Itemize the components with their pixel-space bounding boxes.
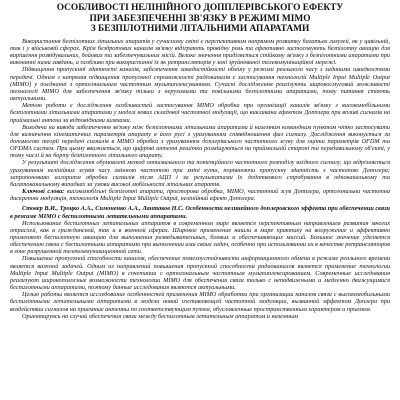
paper-title <box>10 3 390 35</box>
title-line-1: ОСОБЛИВОСТІ НЕЛІНІЙНОГО ДОППЛЕРІВСЬКОГО ЕФЕКТУ <box>56 3 344 13</box>
title-line-2: ПРИ ЗАБЕЗПЕЧЕННІ ЗВ'ЯЗКУ В РЕЖИМІ MIMO <box>89 13 311 24</box>
abstract-ua-paragraph: Метою роботи є дослідження особливостей застосування MIMO обробки при організації каналів зв'язку з високомобільними безпілотними літальними апаратами у моделі нових складової частотної модуляції, що викликана ефектом Допплера при впливі сигналів на приймальні антени за відповідними шляхами. <box>10 102 390 124</box>
abstract-ua-paragraph: У результаті дослідження обумовлені метод оптимального та потенційного частотного розподілу вхідного сигналу, що відрізняється урахуванням нелінійних зсувів часу змінною частотою при зміні кута, порівнюючи пропускну здатність з частотою Допплера; запропоновано алгоритм обробки сигналів після АЦП і за результатами їх додаткового стробування в одноканальному та багатоканальному випадках за умови високої мобільності літальних апаратів. <box>10 159 390 188</box>
keywords-text: високомобільні безпілотні апарати, просторова обробка, MIMO, частотний зсув Допплера, ортогональна частотна дискретна модуляція, технологія Multiple Input Multiple Output, нелінійний ефект Допплера. <box>10 188 390 203</box>
reference-entry <box>10 205 390 219</box>
reference-title: Особенности нелинейного доплеровского эффекта при обеспечении связи в режиме MIMO с беспилотными летательными аппаратами. <box>10 205 390 220</box>
abstract-ru-paragraph: Использование беспилотных летательных аппаратов в современном мире является перспективным направлением развития многих отраслей, как в гражданской, так и в военной сферах. Широкое применение нашли в мире практику на вооружение и эффективно применяют беспилотную авиацию для выполнения разведывательных, боевых и обеспечивающих миссий. Большое значение уделяется обеспечению связи с беспилотными аппаратами при выполнении ими своих задач, особенно при использовании их в качестве ретрансляторов в зоне разрушенной телекоммуникационной сети. <box>10 219 390 256</box>
abstract-ru-paragraph: Целью работы является исследование особенностей применения MIMO обработки при организации каналов связи с высокомобильными беспилотными летательными аппаратами в модели новой составляющей частотной модуляции, вызванной эффектом Доплера при воздействии сигналов на приемные антенны по соответствующим путям, обусловленные пространственным характером и приемом. <box>10 291 390 313</box>
abstract-ru-paragraph: Ориентируясь на случай обеспечения связи между беспилотным летательным аппаратом и наземным <box>22 312 299 320</box>
abstract-ua-paragraph: Використання безпілотних літальних апаратів у сучасному світі є перспективним напрямом розвитку багатьох галузей, як у цивільній, так і у військовій сферах. Крім бездротових каналів зв'язку відіграють провідну роль та ефективно застосовують безпілотну авіацію для вирішення розвідувальних, бойових та забезпечувальних місій. Велике значення приділяється стійкому зв'язку з безпілотними апаратами при виконанні ними завдань, а особливо при використанні їх як ретрансляторів у зоні зруйнованої телекомунікаційної мережі. <box>10 37 390 67</box>
abstract-ru-paragraph: Повышение пропускной способности каналов, обеспечение помехоустойчивости информационного обмена в режиме реального времени является важной задачей. Одним из направлений повышения пропускной способности радиоканалов является применение технологии Multiple Input Multiple Output (MIMO) в сочетании с ортогональным частотным мультиплексированием. Современные исследования реализуют широкополосные возможности технологии MIMO для обеспечения связи только с неподвижными и медленно движущимися беспилотными аппаратами, поэтому данные исследования являются актуальными. <box>10 255 390 292</box>
abstract-ua-paragraph: Підвищення пропускної здатності каналів, забезпечення завадостійкості обміну у режимі реального часу з заданими швидкостями передачі. Одним з напрямів підвищення пропускної спроможності радіоканалів є застосування технологій Multiple Input Multiple Output (MIMO) у поєднанні з ортогональним частотним мультиплексуванням. Сучасні дослідження реалізують широкосмуговий можливості технології MIMO для забезпечення зв'язку тільки з нерухомими та повільними безпілотними апаратами, тому питання стають актуальними. <box>10 66 390 103</box>
abstract-ua-paragraph: Виходячи на виводи забезпечення зв'язку між безпілотними літальними апаратами й наземним командним пунктом чітко застосувати для визначення кінематичних параметрів апарату в його русі з урахуванням співвідношення фаз сигналу. Дослідження виконується за допомогою теорії передачі сигналів в MIMO обробки з урахуванням доплерівського частотного зсуву для оцінки параметрів OFDM та OFDMA систем. При цьому вважається, що цифрові антенні решітки розміщуються на приймальній стороні та передавальному об'єкті, у тому числі й на борту безпілотного літального апарату. <box>10 123 390 160</box>
keywords <box>10 188 390 202</box>
reference-authors: Стовер В.И., Троцко А.А., Симоненко А.А., Лантаков Н.С. <box>22 205 184 213</box>
title-line-3: З БЕЗПІЛОТНИМИ ЛІТАЛЬНИМИ АПАРАТАМИ <box>90 24 310 35</box>
keywords-label: Ключові слова: <box>22 188 65 196</box>
